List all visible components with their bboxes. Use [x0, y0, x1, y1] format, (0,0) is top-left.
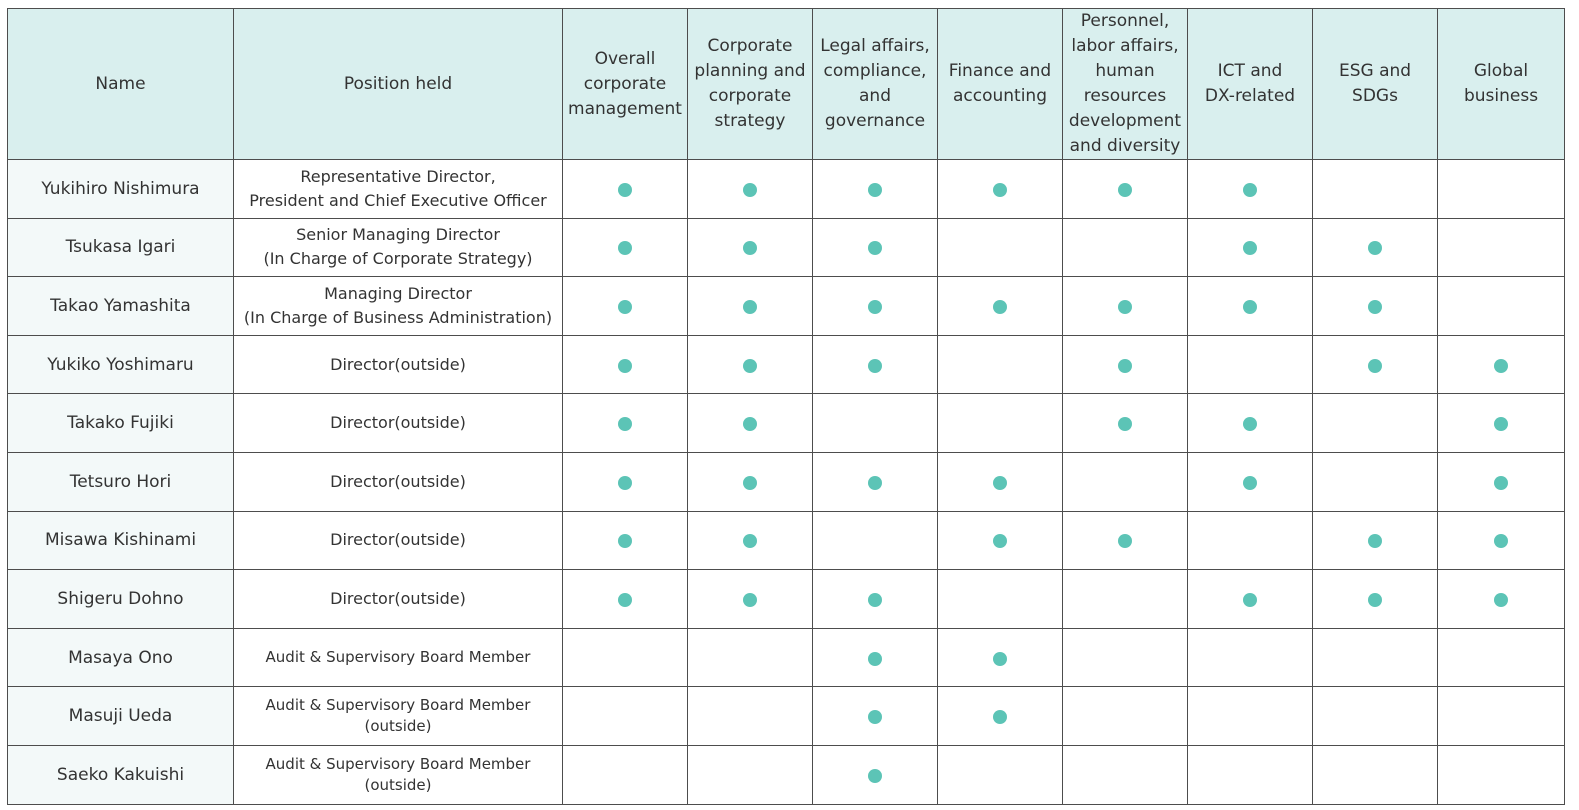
filled-circle-icon	[868, 710, 882, 724]
skill-cell-esg-sdgs	[1313, 511, 1438, 570]
skill-cell-personnel-hr	[1063, 160, 1188, 219]
filled-circle-icon	[1118, 534, 1132, 548]
filled-circle-icon	[743, 476, 757, 490]
skill-cell-global-business	[1438, 277, 1565, 336]
skill-cell-finance-accounting	[938, 511, 1063, 570]
skill-cell-corporate-planning	[688, 628, 813, 687]
skill-cell-corporate-planning	[688, 277, 813, 336]
skill-cell-ict-dx	[1188, 160, 1313, 219]
filled-circle-icon	[1494, 593, 1508, 607]
skill-cell-ict-dx	[1188, 511, 1313, 570]
header-esg-sdgs: ESG and SDGs	[1313, 9, 1438, 160]
member-position: Director(outside)	[234, 452, 563, 511]
member-name: Takako Fujiki	[8, 394, 234, 453]
skill-cell-overall-management	[563, 745, 688, 804]
skill-cell-ict-dx	[1188, 335, 1313, 394]
skill-cell-personnel-hr	[1063, 687, 1188, 746]
skill-cell-legal-compliance	[813, 687, 938, 746]
skill-cell-corporate-planning	[688, 218, 813, 277]
member-name: Tsukasa Igari	[8, 218, 234, 277]
filled-circle-icon	[618, 417, 632, 431]
member-position: Director(outside)	[234, 394, 563, 453]
skill-cell-global-business	[1438, 452, 1565, 511]
skill-cell-finance-accounting	[938, 687, 1063, 746]
member-name: Yukiko Yoshimaru	[8, 335, 234, 394]
skill-cell-legal-compliance	[813, 160, 938, 219]
table-row	[8, 277, 1565, 336]
filled-circle-icon	[993, 710, 1007, 724]
skill-cell-esg-sdgs	[1313, 570, 1438, 629]
filled-circle-icon	[1368, 241, 1382, 255]
filled-circle-icon	[618, 241, 632, 255]
header-name: Name	[8, 9, 234, 160]
filled-circle-icon	[868, 300, 882, 314]
filled-circle-icon	[743, 534, 757, 548]
filled-circle-icon	[868, 183, 882, 197]
skill-cell-legal-compliance	[813, 628, 938, 687]
skill-cell-finance-accounting	[938, 628, 1063, 687]
header-row	[8, 9, 1565, 160]
skill-cell-ict-dx	[1188, 628, 1313, 687]
filled-circle-icon	[868, 652, 882, 666]
filled-circle-icon	[1494, 417, 1508, 431]
table-row	[8, 628, 1565, 687]
skill-cell-finance-accounting	[938, 394, 1063, 453]
filled-circle-icon	[618, 476, 632, 490]
filled-circle-icon	[1243, 417, 1257, 431]
filled-circle-icon	[993, 300, 1007, 314]
member-name: Masaya Ono	[8, 628, 234, 687]
skill-cell-personnel-hr	[1063, 452, 1188, 511]
skill-cell-corporate-planning	[688, 394, 813, 453]
header-global-business: Global business	[1438, 9, 1565, 160]
header-personnel-hr: Personnel, labor affairs, human resources development and diversity	[1063, 9, 1188, 160]
filled-circle-icon	[868, 359, 882, 373]
skill-cell-esg-sdgs	[1313, 628, 1438, 687]
skill-cell-corporate-planning	[688, 160, 813, 219]
filled-circle-icon	[993, 476, 1007, 490]
filled-circle-icon	[1243, 241, 1257, 255]
table-row	[8, 160, 1565, 219]
header-ict-dx: ICT and DX-related	[1188, 9, 1313, 160]
filled-circle-icon	[743, 359, 757, 373]
filled-circle-icon	[993, 534, 1007, 548]
table-header	[8, 9, 1565, 160]
table-body	[8, 160, 1565, 805]
filled-circle-icon	[1243, 300, 1257, 314]
skill-cell-finance-accounting	[938, 452, 1063, 511]
filled-circle-icon	[868, 241, 882, 255]
member-position: Audit & Supervisory Board Member (outside)	[234, 687, 563, 746]
skill-cell-legal-compliance	[813, 511, 938, 570]
skill-cell-corporate-planning	[688, 687, 813, 746]
skill-cell-corporate-planning	[688, 570, 813, 629]
skill-cell-personnel-hr	[1063, 277, 1188, 336]
table-row	[8, 335, 1565, 394]
member-position: Managing Director (In Charge of Business Administration)	[234, 277, 563, 336]
member-position: Director(outside)	[234, 570, 563, 629]
skill-cell-personnel-hr	[1063, 394, 1188, 453]
skill-cell-overall-management	[563, 218, 688, 277]
skill-cell-personnel-hr	[1063, 335, 1188, 394]
member-position: Representative Director, President and Chief Executive Officer	[234, 160, 563, 219]
filled-circle-icon	[743, 183, 757, 197]
filled-circle-icon	[618, 300, 632, 314]
skill-cell-global-business	[1438, 218, 1565, 277]
skill-cell-overall-management	[563, 160, 688, 219]
skill-cell-finance-accounting	[938, 160, 1063, 219]
member-name: Saeko Kakuishi	[8, 745, 234, 804]
skill-cell-overall-management	[563, 511, 688, 570]
skill-cell-legal-compliance	[813, 452, 938, 511]
skill-cell-ict-dx	[1188, 394, 1313, 453]
skills-matrix-table	[7, 8, 1565, 805]
filled-circle-icon	[1494, 534, 1508, 548]
filled-circle-icon	[618, 359, 632, 373]
skill-cell-finance-accounting	[938, 570, 1063, 629]
filled-circle-icon	[1368, 534, 1382, 548]
filled-circle-icon	[743, 241, 757, 255]
member-name: Shigeru Dohno	[8, 570, 234, 629]
table-row	[8, 218, 1565, 277]
member-name: Yukihiro Nishimura	[8, 160, 234, 219]
member-name: Tetsuro Hori	[8, 452, 234, 511]
member-name: Takao Yamashita	[8, 277, 234, 336]
skill-cell-legal-compliance	[813, 335, 938, 394]
skill-cell-global-business	[1438, 628, 1565, 687]
filled-circle-icon	[1118, 300, 1132, 314]
filled-circle-icon	[1368, 593, 1382, 607]
skill-cell-corporate-planning	[688, 745, 813, 804]
filled-circle-icon	[1368, 359, 1382, 373]
filled-circle-icon	[618, 534, 632, 548]
filled-circle-icon	[743, 300, 757, 314]
skill-cell-finance-accounting	[938, 335, 1063, 394]
skill-cell-esg-sdgs	[1313, 160, 1438, 219]
skill-cell-esg-sdgs	[1313, 394, 1438, 453]
member-position: Senior Managing Director (In Charge of Corporate Strategy)	[234, 218, 563, 277]
filled-circle-icon	[868, 476, 882, 490]
member-name: Masuji Ueda	[8, 687, 234, 746]
table-row	[8, 452, 1565, 511]
skill-cell-finance-accounting	[938, 218, 1063, 277]
skill-cell-legal-compliance	[813, 570, 938, 629]
skill-cell-overall-management	[563, 277, 688, 336]
member-position: Director(outside)	[234, 511, 563, 570]
filled-circle-icon	[868, 769, 882, 783]
filled-circle-icon	[1243, 476, 1257, 490]
header-legal-compliance: Legal affairs, compliance, and governance	[813, 9, 938, 160]
skill-cell-personnel-hr	[1063, 570, 1188, 629]
table-row	[8, 570, 1565, 629]
table-row	[8, 745, 1565, 804]
skill-cell-esg-sdgs	[1313, 335, 1438, 394]
skill-cell-ict-dx	[1188, 218, 1313, 277]
skill-cell-global-business	[1438, 687, 1565, 746]
filled-circle-icon	[1118, 359, 1132, 373]
table-row	[8, 511, 1565, 570]
skill-cell-ict-dx	[1188, 277, 1313, 336]
filled-circle-icon	[1494, 476, 1508, 490]
skill-cell-overall-management	[563, 687, 688, 746]
member-position: Director(outside)	[234, 335, 563, 394]
filled-circle-icon	[868, 593, 882, 607]
skill-cell-personnel-hr	[1063, 628, 1188, 687]
header-finance-accounting: Finance and accounting	[938, 9, 1063, 160]
skill-cell-overall-management	[563, 570, 688, 629]
filled-circle-icon	[1118, 183, 1132, 197]
skill-cell-global-business	[1438, 570, 1565, 629]
skill-cell-global-business	[1438, 335, 1565, 394]
skill-cell-global-business	[1438, 394, 1565, 453]
skill-cell-corporate-planning	[688, 452, 813, 511]
skill-cell-esg-sdgs	[1313, 218, 1438, 277]
skill-cell-legal-compliance	[813, 745, 938, 804]
header-corporate-planning: Corporate planning and corporate strategy	[688, 9, 813, 160]
skill-cell-finance-accounting	[938, 745, 1063, 804]
member-position: Audit & Supervisory Board Member	[234, 628, 563, 687]
skill-cell-ict-dx	[1188, 452, 1313, 511]
skill-cell-overall-management	[563, 452, 688, 511]
skill-cell-overall-management	[563, 394, 688, 453]
skill-cell-personnel-hr	[1063, 511, 1188, 570]
skill-cell-ict-dx	[1188, 687, 1313, 746]
filled-circle-icon	[1118, 417, 1132, 431]
skill-cell-esg-sdgs	[1313, 452, 1438, 511]
skill-cell-legal-compliance	[813, 277, 938, 336]
table-row	[8, 687, 1565, 746]
skill-cell-corporate-planning	[688, 335, 813, 394]
filled-circle-icon	[618, 593, 632, 607]
header-overall-management: Overall corporate management	[563, 9, 688, 160]
skill-cell-esg-sdgs	[1313, 745, 1438, 804]
header-position: Position held	[234, 9, 563, 160]
skill-cell-legal-compliance	[813, 394, 938, 453]
filled-circle-icon	[1243, 593, 1257, 607]
filled-circle-icon	[993, 183, 1007, 197]
filled-circle-icon	[618, 183, 632, 197]
filled-circle-icon	[743, 593, 757, 607]
skill-cell-ict-dx	[1188, 570, 1313, 629]
skill-cell-global-business	[1438, 745, 1565, 804]
skill-cell-corporate-planning	[688, 511, 813, 570]
skill-cell-ict-dx	[1188, 745, 1313, 804]
filled-circle-icon	[743, 417, 757, 431]
skill-cell-personnel-hr	[1063, 745, 1188, 804]
skill-cell-finance-accounting	[938, 277, 1063, 336]
skill-cell-overall-management	[563, 335, 688, 394]
skill-cell-esg-sdgs	[1313, 687, 1438, 746]
filled-circle-icon	[1368, 300, 1382, 314]
filled-circle-icon	[1243, 183, 1257, 197]
skill-cell-esg-sdgs	[1313, 277, 1438, 336]
filled-circle-icon	[993, 652, 1007, 666]
table-row	[8, 394, 1565, 453]
skill-cell-global-business	[1438, 160, 1565, 219]
skill-cell-legal-compliance	[813, 218, 938, 277]
skill-cell-personnel-hr	[1063, 218, 1188, 277]
member-name: Misawa Kishinami	[8, 511, 234, 570]
member-position: Audit & Supervisory Board Member (outside)	[234, 745, 563, 804]
filled-circle-icon	[1494, 359, 1508, 373]
skill-cell-global-business	[1438, 511, 1565, 570]
skill-cell-overall-management	[563, 628, 688, 687]
